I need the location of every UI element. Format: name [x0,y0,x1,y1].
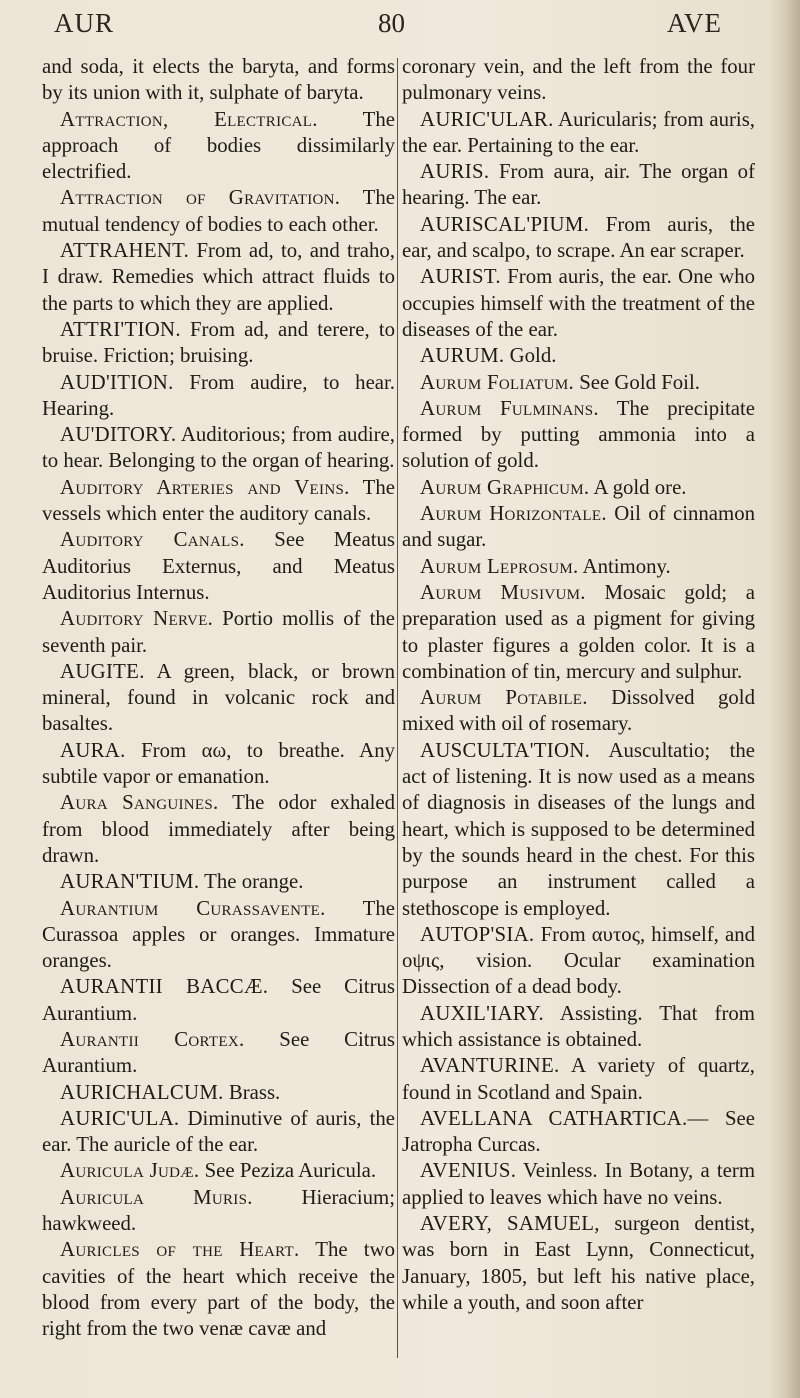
entry-definition: and soda, it elects the baryta, and forms by its union with it, sulphate of baryta. [42,55,395,105]
entry-definition: A green, black, or brown mineral, found in volcanic rock and basaltes. [42,659,395,736]
entry-definition: Dissolved gold mixed with oil of rosemary. [402,686,755,736]
dictionary-entry [402,738,755,922]
entry-definition: The odor exhaled from blood immediately after being drawn. [42,791,395,867]
entry-definition: The approach of bodies dissimilarly electrified. [42,107,395,184]
entry-definition: The Curassoa apples or oranges. Immature oranges. [42,896,395,973]
entry-headword: AURIS. [420,160,490,184]
entry-definition: A gold ore. [593,475,687,499]
entry-definition: Mosaic gold; a preparation used as a pigment for giving to plaster figures a golden color. It is a combination of tin, mercury and sulphur. [402,580,755,683]
entry-headword: AUGITE. [60,659,145,683]
dictionary-entry [402,54,755,107]
dictionary-entry [42,606,395,659]
dictionary-entry [402,475,755,501]
entry-headword: Aura Sanguines. [60,791,219,815]
dictionary-entry [42,738,395,791]
dictionary-entry [42,317,395,370]
entry-definition: See Meatus Auditorius Externus, and Meatus Auditorius Internus. [42,528,395,604]
dictionary-entry [42,790,395,869]
entry-headword: Auricles of the Heart. [60,1238,300,1262]
entry-definition: Auscultatio; the act of listening. It is now used as a means of diagnosis in diseases of the lungs and heart, which is supposed to be determined by the sounds heard in the chest. For this purpose an instrument called a stethoscope is employed. [402,738,755,920]
entry-definition: See Peziza Auricula. [204,1159,377,1183]
entry-headword: AURA. [60,738,126,762]
entry-headword: Aurum Graphicum. [420,475,590,499]
entry-definition: See Gold Foil. [579,370,700,394]
entry-headword: Attraction, Electrical. [60,107,318,131]
entry-headword: AUSCULTA'TION. [420,738,591,762]
dictionary-entry [42,370,395,423]
entry-headword: AVERY, SAMUEL, [420,1212,600,1236]
dictionary-entry [402,1053,755,1106]
entry-headword: AURICHALCUM. [60,1080,224,1104]
entry-headword: Auditory Canals. [60,528,245,552]
column-divider [397,58,398,1358]
entry-definition: The vessels which enter the auditory canals. [42,475,395,526]
entry-headword: Aurum Musivum. [420,580,586,604]
entry-definition: See Citrus Aurantium. [42,1027,395,1078]
entry-headword: AU'DITORY. [60,423,177,447]
dictionary-entry [402,159,755,212]
entry-headword: ATTRAHENT. [60,239,190,263]
dictionary-entry [402,580,755,685]
dictionary-entry [402,1211,755,1316]
dictionary-entry [402,1158,755,1211]
entry-definition: From auris, the ear, and scalpo, to scrape. An ear scraper. [402,212,756,263]
dictionary-entry [42,1106,395,1159]
entry-definition: A variety of quartz, found in Scotland and Spain. [402,1054,755,1104]
entry-headword: AURAN'TIUM. [60,870,200,894]
dictionary-entry [42,475,395,528]
entry-definition: From audire, to hear. Hearing. [42,370,396,420]
entry-headword: Aurum Potabile. [420,686,588,710]
entry-headword: AURUM. [420,344,505,368]
dictionary-entry [42,1237,395,1342]
entry-definition: The two cavities of the heart which receive the blood from every part of the body, the right from the two venæ cavæ and [42,1238,395,1341]
entry-definition: The precipitate formed by putting ammonia into a solution of gold. [402,396,755,473]
entry-definition: From αω, to breathe. Any subtile vapor or emanation. [42,738,395,789]
entry-headword: Aurum Fulminans. [420,396,599,420]
entry-definition: The orange. [204,870,304,894]
entry-definition: Assisting. That from which assistance is obtained. [402,1001,755,1051]
dictionary-entry [42,1027,395,1080]
dictionary-entry [402,212,755,265]
entry-headword: Aurum Leprosum. [420,554,579,578]
dictionary-entry [402,685,755,738]
entry-definition: Oil of cinnamon and sugar. [402,502,756,552]
entry-definition: From αυτος, himself, and οψις, vision. Ocular examination Dissection of a dead body. [402,922,756,999]
entry-headword: Aurum Horizontale. [420,502,607,526]
page-number: 80 [378,8,405,38]
left-column [42,54,395,1343]
dictionary-entry [42,1080,395,1106]
dictionary-entry [42,1185,395,1238]
entry-definition: Auditorious; from audire, to hear. Belonging to the organ of hearing. [42,423,395,473]
entry-headword: AVENIUS. [420,1159,517,1183]
entry-headword: AUD'ITION. [60,370,174,394]
entry-headword: Aurantii Cortex. [60,1027,245,1051]
entry-definition: Veinless. In Botany, a term applied to leaves which have no veins. [402,1159,755,1209]
entry-definition: surgeon dentist, was born in East Lynn, Connecticut, January, 1805, but left his native place, while a youth, and soon after [402,1212,756,1314]
dictionary-entry [42,896,395,975]
header-right-guide-word: AVE [667,8,723,38]
entry-headword: Auditory Arteries and Veins. [60,475,350,499]
entry-definition: coronary vein, and the left from the four pulmonary veins. [402,55,755,105]
dictionary-entry [42,185,395,238]
entry-headword: AUXIL'IARY. [420,1001,544,1025]
entry-definition: From auris, the ear. One who occupies himself with the treatment of the diseases of the ear. [402,265,755,341]
entry-definition: The mutual tendency of bodies to each other. [42,186,395,236]
entry-definition: Auricularis; from auris, the ear. Pertaining to the ear. [402,107,755,157]
entry-headword: AURIST. [420,265,501,289]
dictionary-entry [402,1106,755,1159]
dictionary-entry [42,422,395,475]
entry-headword: Auricula Muris. [60,1185,253,1209]
dictionary-entry [402,343,755,369]
entry-headword: Aurum Foliatum. [420,370,574,394]
entry-headword: Attraction of Gravitation. [60,186,341,210]
entry-definition: Gold. [509,344,557,368]
dictionary-entry [42,107,395,186]
dictionary-entry [402,370,755,396]
entry-definition: See Citrus Aurantium. [42,975,396,1025]
entry-definition: From aura, air. The organ of hearing. The ear. [402,160,756,210]
entry-definition: Diminutive of auris, the ear. The auricle of the ear. [42,1106,395,1157]
page-edge [766,0,800,1398]
dictionary-entry [402,922,755,1001]
dictionary-entry [402,554,755,580]
entry-headword: Auditory Nerve. [60,607,214,631]
dictionary-entry [402,396,755,475]
dictionary-entry [42,527,395,606]
entry-definition: Brass. [228,1080,281,1104]
dictionary-entry [42,54,395,107]
entry-headword: AUTOP'SIA. [420,922,535,946]
entry-definition: Portio mollis of the seventh pair. [42,607,395,657]
entry-headword: AVELLANA CATHARTICA.— [420,1106,709,1130]
dictionary-entry [402,501,755,554]
dictionary-entry [42,974,395,1027]
dictionary-entry [42,1158,395,1184]
entry-definition: See Jatropha Curcas. [402,1106,756,1157]
entry-headword: ATTRI'TION. [60,317,181,341]
entry-headword: AVANTURINE. [420,1054,560,1078]
entry-definition: Antimony. [582,554,671,578]
entry-headword: AURANTII BACCÆ. [60,975,269,999]
dictionary-entry [42,869,395,895]
entry-headword: Auricula Judæ. [60,1159,200,1183]
entry-definition: From ad, to, and traho, I draw. Remedies which attract fluids to the parts to which they are applied. [42,239,395,315]
right-column [402,54,755,1316]
dictionary-entry [42,238,395,317]
entry-definition: From ad, and terere, to bruise. Friction; bruising. [42,317,395,368]
entry-definition: Hieracium; hawkweed. [42,1185,395,1236]
header-left-guide-word: AUR [54,8,115,38]
entry-headword: AURIC'ULA. [60,1106,180,1130]
dictionary-entry [402,1001,755,1054]
entry-headword: Aurantium Curassavente. [60,896,326,920]
entry-headword: AURISCAL'PIUM. [420,212,590,236]
dictionary-entry [42,659,395,738]
dictionary-entry [402,107,755,160]
dictionary-entry [402,264,755,343]
entry-headword: AURIC'ULAR. [420,107,554,131]
running-header [40,8,758,48]
